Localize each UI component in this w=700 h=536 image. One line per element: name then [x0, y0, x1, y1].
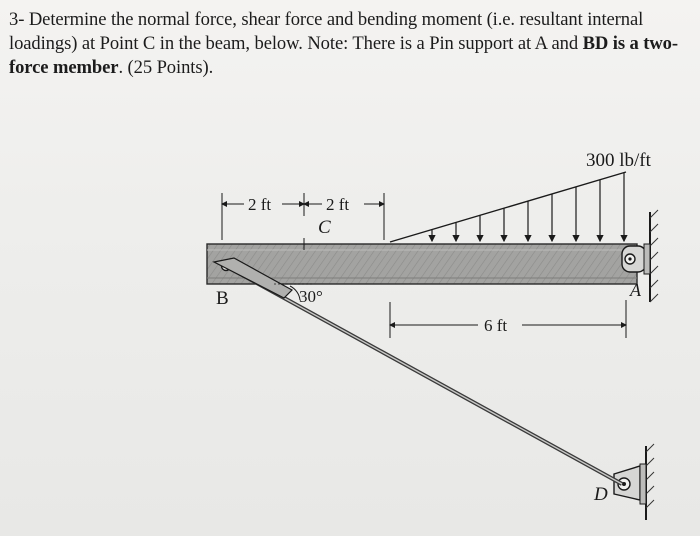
member-bd	[214, 258, 622, 484]
dimension-label-1: 2 ft	[248, 195, 272, 214]
point-c-label: C	[318, 217, 331, 238]
beam	[207, 244, 637, 284]
problem-text-bold: BD is a two-force member	[9, 33, 678, 78]
dimension-label-6ft: 6 ft	[484, 316, 508, 335]
dimension-top	[222, 193, 384, 240]
problem-text-2: . (25 Points).	[118, 57, 214, 78]
dimension-6ft	[390, 300, 626, 338]
point-b-label: B	[216, 288, 229, 309]
load-label: 300 lb/ft	[586, 150, 651, 171]
angle-label: 30°	[299, 287, 323, 306]
wall-support-d	[646, 444, 654, 520]
distributed-load	[390, 172, 626, 242]
wall-support-a	[650, 210, 658, 302]
point-a-label: A	[630, 280, 641, 300]
point-d-label: D	[594, 484, 608, 505]
problem-text-1: 3- Determine the normal force, shear force and bending moment (i.e. resultant internal loadings) at Point C in the beam, below. Note: There is a Pin support at A and	[9, 9, 644, 54]
pin-support-a	[622, 244, 650, 274]
dimension-label-2: 2 ft	[326, 195, 350, 214]
